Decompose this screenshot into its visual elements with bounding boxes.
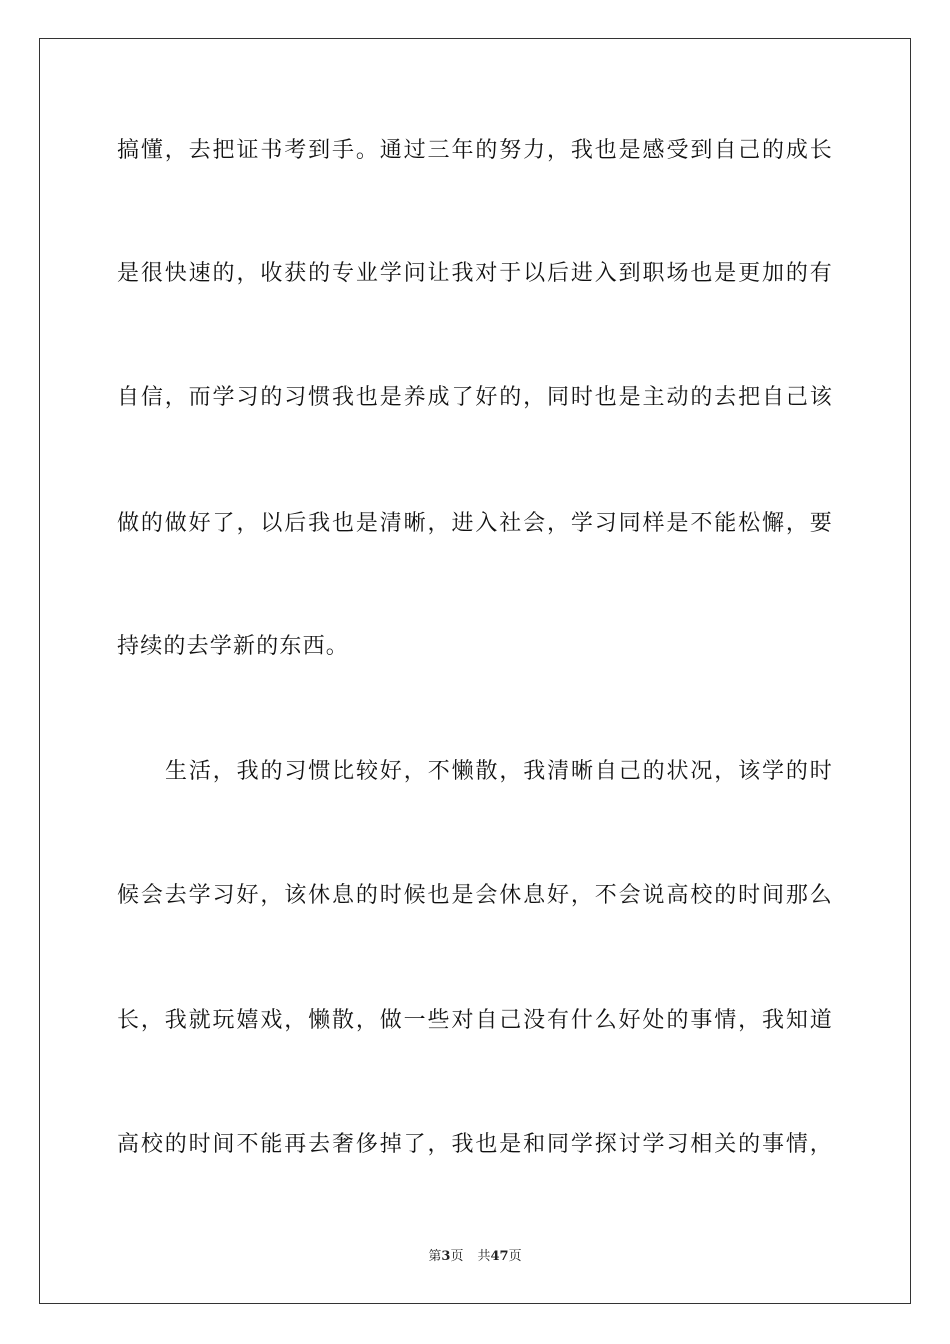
page-prefix: 第 [428,1249,442,1264]
body-text-line: 长，我就玩嬉戏，懒散，做一些对自己没有什么好处的事情，我知道 [117,1008,833,1033]
body-text-line: 候会去学习好，该休息的时候也是会休息好，不会说高校的时间那么 [117,883,833,908]
total-suffix: 页 [508,1249,522,1264]
body-text-line: 自信，而学习的习惯我也是养成了好的，同时也是主动的去把自己该 [117,385,833,410]
page-footer [0,1248,950,1266]
body-text-line: 生活，我的习惯比较好，不懒散，我清晰自己的状况，该学的时 [165,759,833,784]
body-text-line: 做的做好了，以后我也是清晰，进入社会，学习同样是不能松懈，要 [117,511,833,536]
body-text-line: 持续的去学新的东西。 [117,634,350,659]
body-text-line: 是很快速的，收获的专业学问让我对于以后进入到职场也是更加的有 [117,261,833,286]
page-frame [39,38,911,1304]
body-text-line: 搞懂，去把证书考到手。通过三年的努力，我也是感受到自己的成长 [117,138,833,163]
page-suffix: 页 [450,1249,464,1264]
total-pages: 47 [490,1249,509,1264]
page-number: 3 [441,1249,451,1264]
total-prefix: 共 [477,1249,491,1264]
body-text-line: 高校的时间不能再去奢侈掉了，我也是和同学探讨学习相关的事情， [117,1132,833,1157]
